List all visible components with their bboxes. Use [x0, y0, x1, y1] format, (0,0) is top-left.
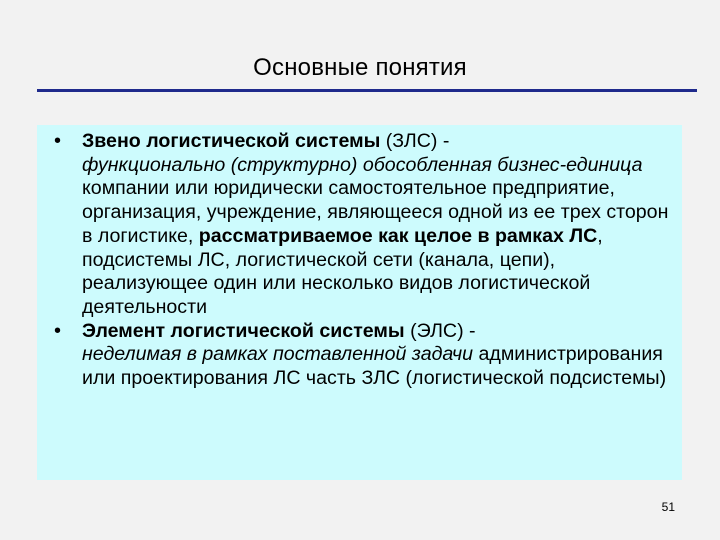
bullet-icon: • — [54, 319, 62, 342]
text-zls-part1: компании или юридически самостоятельное предприятие, организация, учреждение, являющееся одной из ее трех сторон в логистике, — [82, 177, 669, 247]
title-underline — [37, 89, 697, 92]
definition-zls: функционально (структурно) обособленная бизнес-единица — [82, 153, 643, 176]
slide-title: Основные понятия — [253, 54, 467, 81]
bullet-item-els — [49, 320, 670, 391]
bold-phrase-zls: рассматриваемое как целое в рамках ЛС — [198, 224, 598, 247]
abbr-zls: (ЗЛС) - — [380, 130, 450, 152]
text-zls-part2: , подсистемы ЛС, логистической сети (канала, цепи), реализующее один или несколько видов логистической деятельности — [82, 224, 603, 318]
term-els: Элемент логистической системы — [82, 319, 405, 342]
term-zls: Звено логистической системы — [82, 130, 381, 152]
bullet-icon: • — [54, 130, 62, 152]
bullet-item-zls — [49, 130, 670, 320]
content-box — [37, 125, 682, 480]
abbr-els: (ЭЛС) - — [404, 319, 476, 342]
definition-els: неделимая в рамках поставленной задачи — [82, 343, 474, 366]
page-number: 51 — [661, 500, 675, 514]
text-els: администрирования или проектирования ЛС часть ЗЛС (логистической подсистемы) — [82, 343, 667, 390]
